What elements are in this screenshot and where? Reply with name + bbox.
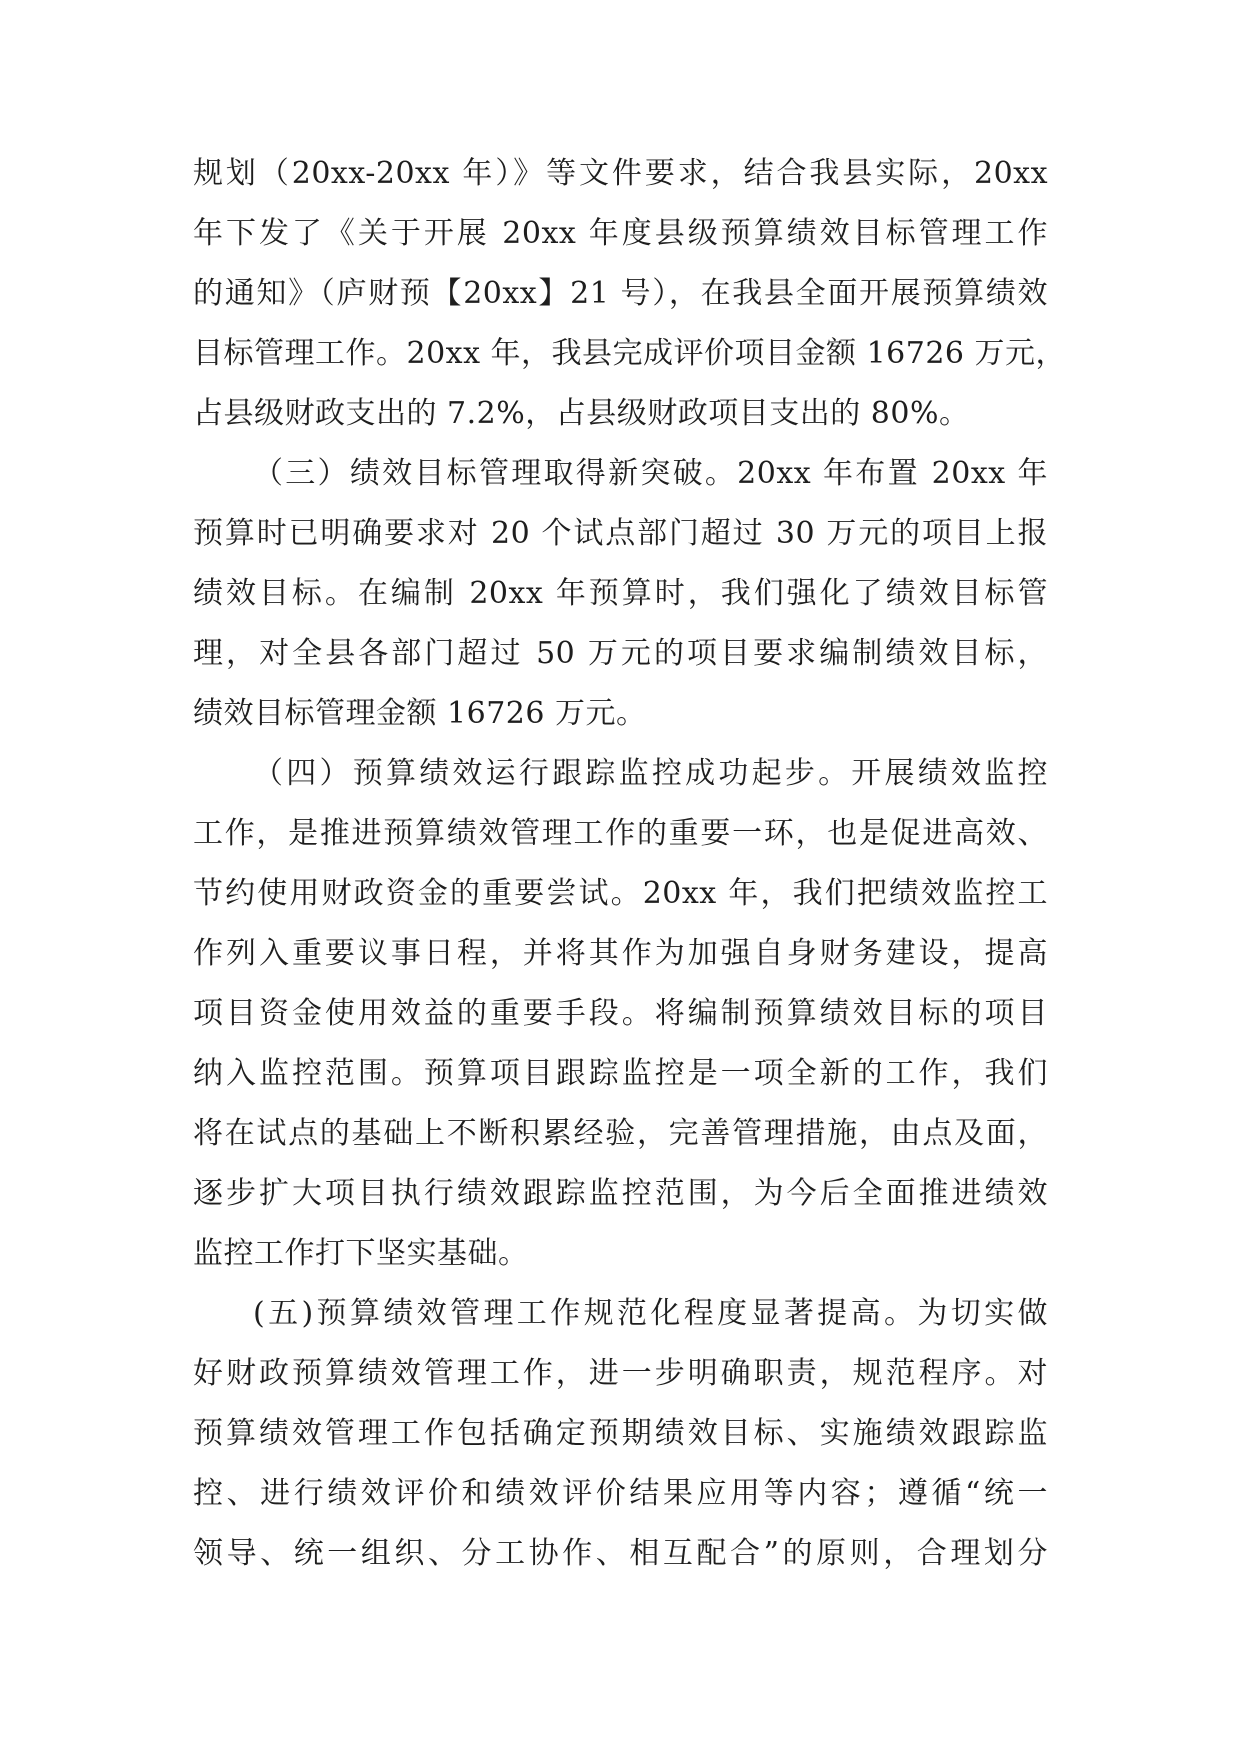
text-line: 领导、统一组织、分工协作、相互配合”的原则，合理划分 — [193, 1536, 1048, 1571]
text-line: 绩效目标管理金额 16726 万元。 — [193, 696, 647, 731]
text-line: 项目资金使用效益的重要手段。将编制预算绩效目标的项目 — [193, 996, 1048, 1031]
text-line: 控、进行绩效评价和绩效评价结果应用等内容；遵循“统一 — [193, 1476, 1048, 1511]
paragraph-heading-line: （四）预算绩效运行跟踪监控成功起步。开展绩效监控 — [253, 756, 1048, 791]
text-line: 逐步扩大项目执行绩效跟踪监控范围，为今后全面推进绩效 — [193, 1176, 1048, 1211]
text-line: 的通知》（庐财预【20xx】21 号），在我县全面开展预算绩效 — [193, 276, 1048, 311]
text-line: 工作，是推进预算绩效管理工作的重要一环，也是促进高效、 — [193, 816, 1048, 851]
paragraph-heading-line: （三）绩效目标管理取得新突破。20xx 年布置 20xx 年 — [253, 456, 1048, 491]
text-line: 监控工作打下坚实基础。 — [193, 1236, 529, 1271]
text-line: 年下发了《关于开展 20xx 年度县级预算绩效目标管理工作 — [193, 216, 1048, 251]
text-line: 目标管理工作。20xx 年，我县完成评价项目金额 16726 万元， — [193, 336, 1067, 371]
text-line: 理，对全县各部门超过 50 万元的项目要求编制绩效目标， — [193, 636, 1048, 671]
text-line: 好财政预算绩效管理工作，进一步明确职责，规范程序。对 — [193, 1356, 1048, 1391]
text-line: 绩效目标。在编制 20xx 年预算时，我们强化了绩效目标管 — [193, 576, 1048, 611]
text-line: 作列入重要议事日程，并将其作为加强自身财务建设，提高 — [193, 936, 1048, 971]
paragraph-heading-line: (五)预算绩效管理工作规范化程度显著提高。为切实做 — [253, 1296, 1048, 1331]
text-line: 预算时已明确要求对 20 个试点部门超过 30 万元的项目上报 — [193, 516, 1048, 551]
text-line: 纳入监控范围。预算项目跟踪监控是一项全新的工作，我们 — [193, 1056, 1048, 1091]
text-line: 预算绩效管理工作包括确定预期绩效目标、实施绩效跟踪监 — [193, 1416, 1048, 1451]
text-line: 规划（20xx-20xx 年）》等文件要求，结合我县实际，20xx — [193, 156, 1048, 191]
text-line: 占县级财政支出的 7.2%，占县级财政项目支出的 80%。 — [193, 396, 970, 431]
text-line: 节约使用财政资金的重要尝试。20xx 年，我们把绩效监控工 — [193, 876, 1048, 911]
text-line: 将在试点的基础上不断积累经验，完善管理措施，由点及面， — [193, 1116, 1048, 1151]
